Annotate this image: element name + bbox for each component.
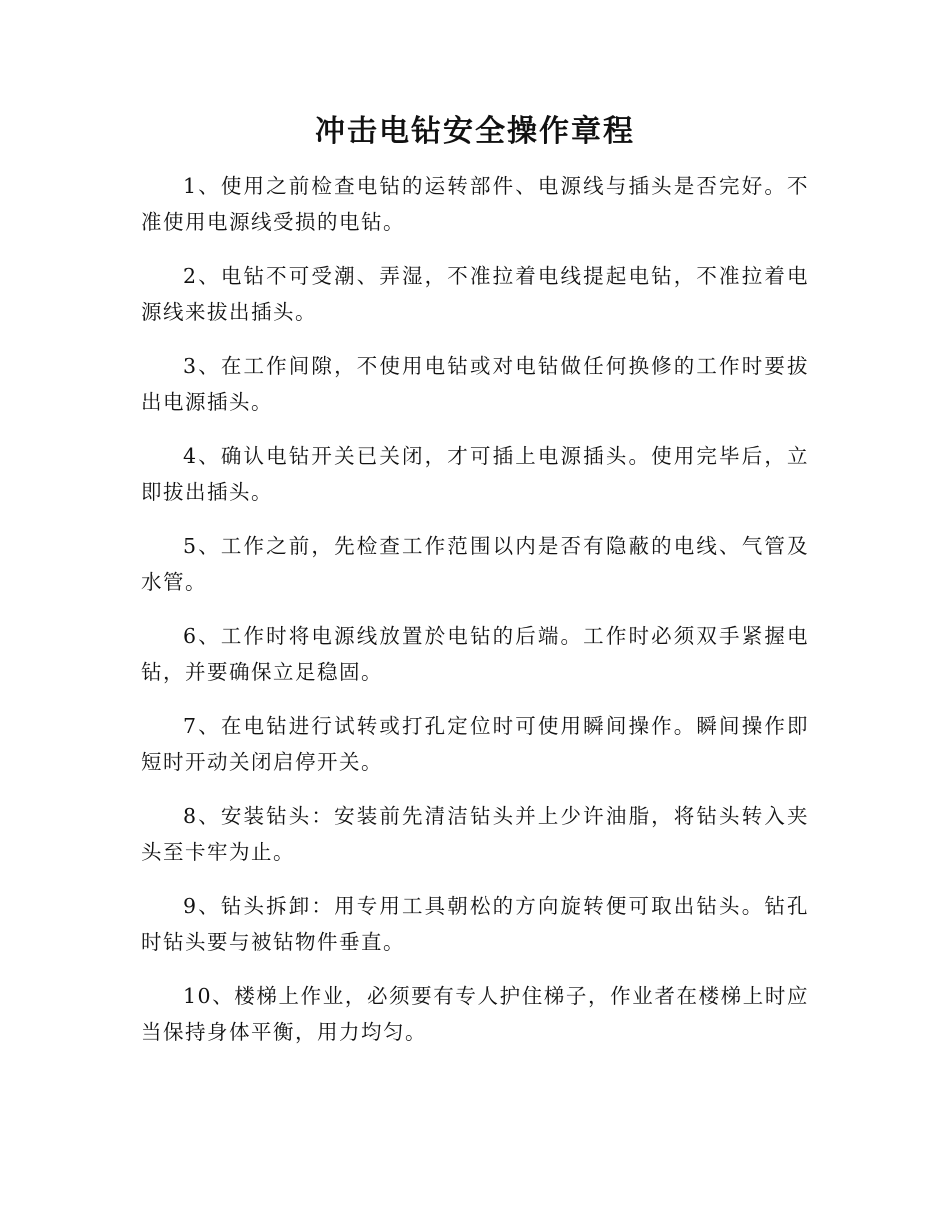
- rule-item: 8、安装钻头：安装前先清洁钻头并上少许油脂，将钻头转入夹头至卡牢为止。: [141, 804, 809, 864]
- rule-item: 3、在工作间隙，不使用电钻或对电钻做任何换修的工作时要拔出电源插头。: [141, 354, 809, 414]
- document-title: 冲击电钻安全操作章程: [315, 114, 635, 149]
- rule-item: 2、电钻不可受潮、弄湿，不准拉着电线提起电钻，不准拉着电源线来拔出插头。: [141, 264, 809, 324]
- rule-item: 7、在电钻进行试转或打孔定位时可使用瞬间操作。瞬间操作即短时开动关闭启停开关。: [141, 714, 809, 774]
- rule-item: 1、使用之前检查电钻的运转部件、电源线与插头是否完好。不准使用电源线受损的电钻。: [141, 174, 809, 234]
- rule-item: 9、钻头拆卸：用专用工具朝松的方向旋转便可取出钻头。钻孔时钻头要与被钻物件垂直。: [141, 894, 809, 954]
- rule-item: 5、工作之前，先检查工作范围以内是否有隐蔽的电线、气管及水管。: [141, 534, 809, 594]
- rules-list: [141, 168, 809, 1068]
- rule-item: 4、确认电钻开关已关闭，才可插上电源插头。使用完毕后，立即拔出插头。: [141, 444, 809, 504]
- rule-item: 6、工作时将电源线放置於电钻的后端。工作时必须双手紧握电钻，并要确保立足稳固。: [141, 624, 809, 684]
- rule-item: 10、楼梯上作业，必须要有专人护住梯子，作业者在楼梯上时应当保持身体平衡，用力均匀。: [141, 984, 809, 1044]
